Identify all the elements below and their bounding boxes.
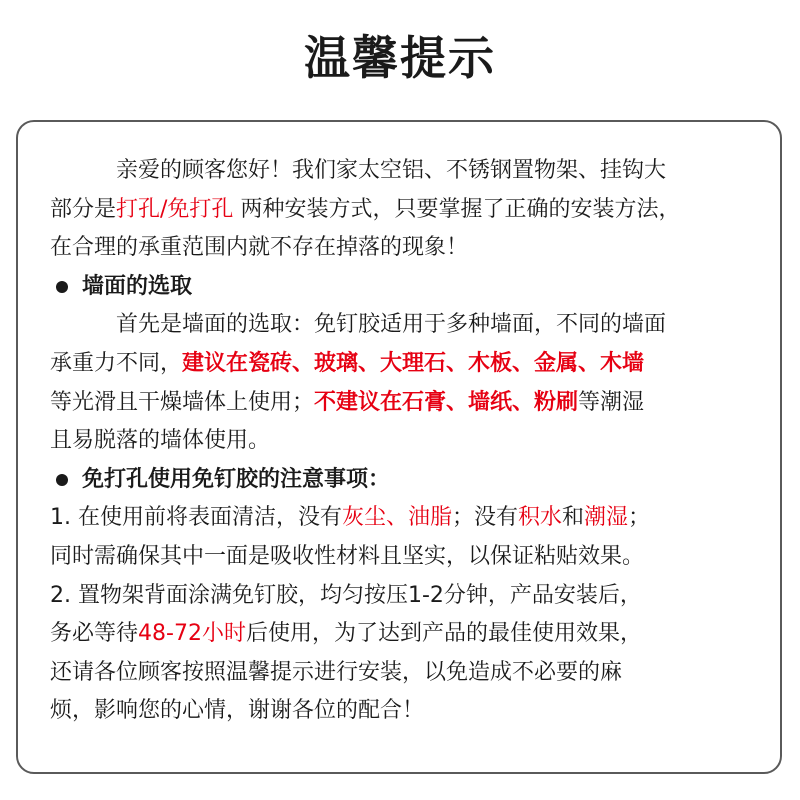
note-text: 后使用，为了达到产品的最佳使用效果， (245, 621, 642, 647)
recommended-surfaces-highlight: 建议在瓷砖、玻璃、大理石、木板、金属、木墙 (182, 350, 645, 376)
note-text: 2. 置物架背面涂满免钉胶，均匀按压1-2分钟，产品安装后， (50, 582, 642, 608)
section-heading-text: 墙面的选取 (82, 273, 193, 299)
note-text: 1. 在使用前将表面清洁，没有 (50, 505, 342, 531)
water-highlight: 积水 (518, 505, 563, 531)
wall-text: 首先是墙面的选取：免钉胶适用于多种墙面，不同的墙面 (116, 312, 667, 338)
note-1-line-2 (50, 538, 762, 577)
bullet-icon (56, 281, 68, 293)
wall-text: 等潮湿 (578, 389, 645, 415)
section-heading-text: 免打孔使用免钉胶的注意事项： (82, 466, 391, 492)
section-heading-wall-selection (50, 268, 762, 307)
note-text: ；没有 (452, 505, 519, 531)
intro-line-3 (50, 229, 762, 268)
intro-line-1 (50, 152, 762, 191)
intro-line-2 (50, 191, 762, 230)
note-text: 还请各位顾客按照温馨提示进行安装，以免造成不必要的麻 (50, 659, 623, 685)
note-text: 同时需确保其中一面是吸收性材料且坚实，以保证粘贴效果。 (50, 543, 645, 569)
not-recommended-surfaces-highlight: 不建议在石膏、墙纸、粉刷 (314, 389, 579, 415)
intro-text: 亲爱的顾客您好！我们家太空铝、不锈钢置物架、挂钩大 (116, 158, 667, 183)
page-title: 温馨提示 (304, 31, 496, 85)
note-text: ； (628, 505, 651, 531)
wall-text: 且易脱落的墙体使用。 (50, 428, 271, 454)
intro-text: 部分是 (50, 196, 117, 222)
intro-text: 在合理的承重范围内就不存在掉落的现象！ (50, 235, 469, 261)
wall-line-4 (50, 422, 762, 461)
note-2-line-1 (50, 577, 762, 616)
note-text: 烦，影响您的心情，谢谢各位的配合！ (50, 698, 425, 724)
dust-oil-highlight: 灰尘、油脂 (341, 505, 452, 531)
wall-line-1 (50, 306, 762, 345)
notice-body (50, 152, 762, 731)
wall-line-3 (50, 384, 762, 423)
intro-text: 两种安装方式，只要掌握了正确的安装方法， (240, 196, 681, 222)
install-method-highlight: 打孔/免打孔 (116, 196, 234, 222)
wait-time-highlight: 48-72小时 (138, 621, 246, 647)
note-2-line-4 (50, 692, 762, 731)
note-text: 和 (562, 505, 585, 531)
note-1-line-1 (50, 499, 762, 538)
section-heading-adhesive-notes (50, 461, 762, 500)
wall-text: 承重力不同， (50, 350, 183, 376)
note-2-line-2 (50, 615, 762, 654)
humidity-highlight: 潮湿 (584, 505, 629, 531)
bullet-icon (56, 474, 68, 486)
note-text: 务必等待 (50, 621, 139, 647)
wall-text: 等光滑且干燥墙体上使用； (50, 389, 315, 415)
wall-line-2 (50, 345, 762, 384)
note-2-line-3 (50, 654, 762, 693)
